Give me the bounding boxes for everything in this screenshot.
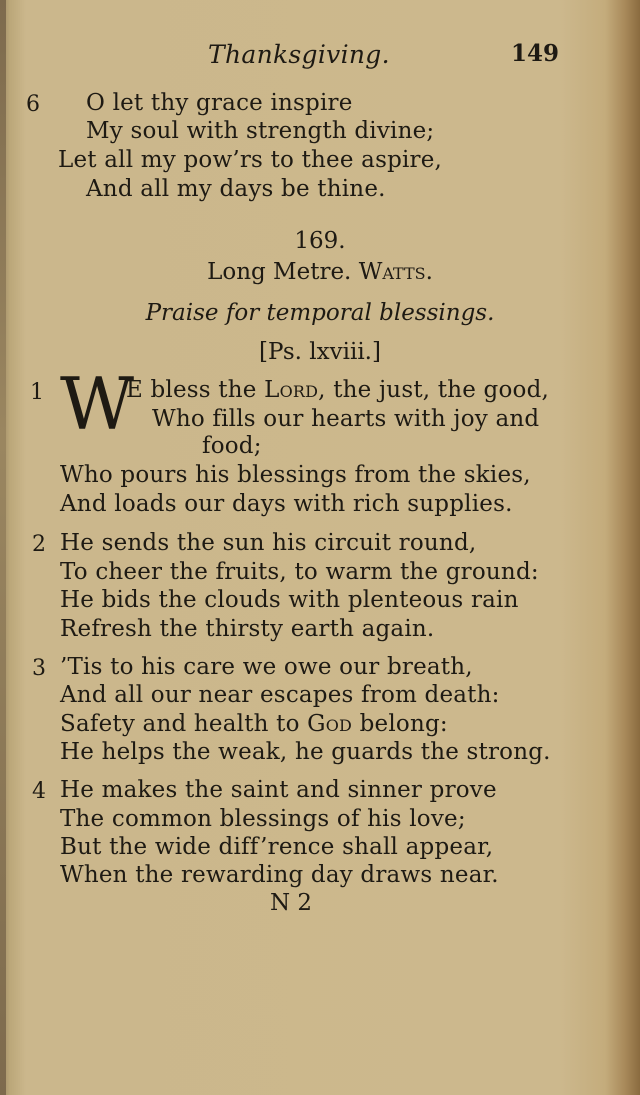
verse-line xyxy=(60,711,448,737)
divine-name: Lord xyxy=(264,377,319,403)
page-number: 149 xyxy=(511,40,560,67)
verse-number: 1 xyxy=(30,380,44,405)
verse-line: My soul with strength divine; xyxy=(86,118,435,144)
verse-line: When the rewarding day draws near. xyxy=(60,862,499,888)
drop-cap: W xyxy=(60,362,135,446)
verse-line: He helps the weak, he guards the strong. xyxy=(60,739,551,765)
verse-line: Who pours his blessings from the skies, xyxy=(60,462,531,488)
verse-line: He bids the clouds with plenteous rain xyxy=(60,587,519,613)
hymn-number: 169. xyxy=(294,228,346,254)
verse-line: And all my days be thine. xyxy=(86,176,386,202)
hymn-subject: Praise for temporal blessings. xyxy=(145,300,495,326)
verse-line: Refresh the thirsty earth again. xyxy=(60,616,435,642)
running-head: Thanksgiving. xyxy=(208,40,390,69)
line-text: E bless the xyxy=(126,377,265,403)
verse-number: 6 xyxy=(26,92,40,117)
verse-line: And all our near escapes from death: xyxy=(60,682,500,708)
divine-name: God xyxy=(307,711,353,737)
verse-number: 4 xyxy=(32,779,46,804)
author-name: Watts. xyxy=(358,259,433,285)
line-text: Safety and health to xyxy=(60,711,308,737)
verse-line: Who fills our hearts with joy and xyxy=(152,406,540,432)
verse-line: ’Tis to his care we owe our breath, xyxy=(60,654,473,680)
page-edge xyxy=(0,0,6,1095)
metre-label: Long Metre. xyxy=(207,259,352,285)
verse-line: He makes the saint and sinner prove xyxy=(60,777,497,803)
verse-line xyxy=(126,377,549,403)
hymn-metre xyxy=(0,259,640,285)
line-text: , the just, the good, xyxy=(318,377,550,403)
verse-line: And loads our days with rich supplies. xyxy=(60,491,513,517)
psalm-reference: [Ps. lxviii.] xyxy=(259,339,381,365)
verse-line: The common blessings of his love; xyxy=(60,806,466,832)
verse-line: Let all my pow’rs to thee aspire, xyxy=(58,147,443,173)
verse-line: To cheer the fruits, to warm the ground: xyxy=(60,559,539,585)
signature-mark: N 2 xyxy=(270,890,313,916)
verse-line: O let thy grace inspire xyxy=(86,90,353,116)
verse-line: But the wide diff’rence shall appear, xyxy=(60,834,494,860)
line-text: belong: xyxy=(352,711,448,737)
verse-line: He sends the sun his circuit round, xyxy=(60,530,477,556)
verse-number: 3 xyxy=(32,656,46,681)
verse-number: 2 xyxy=(32,532,46,557)
verse-line: food; xyxy=(202,433,262,459)
